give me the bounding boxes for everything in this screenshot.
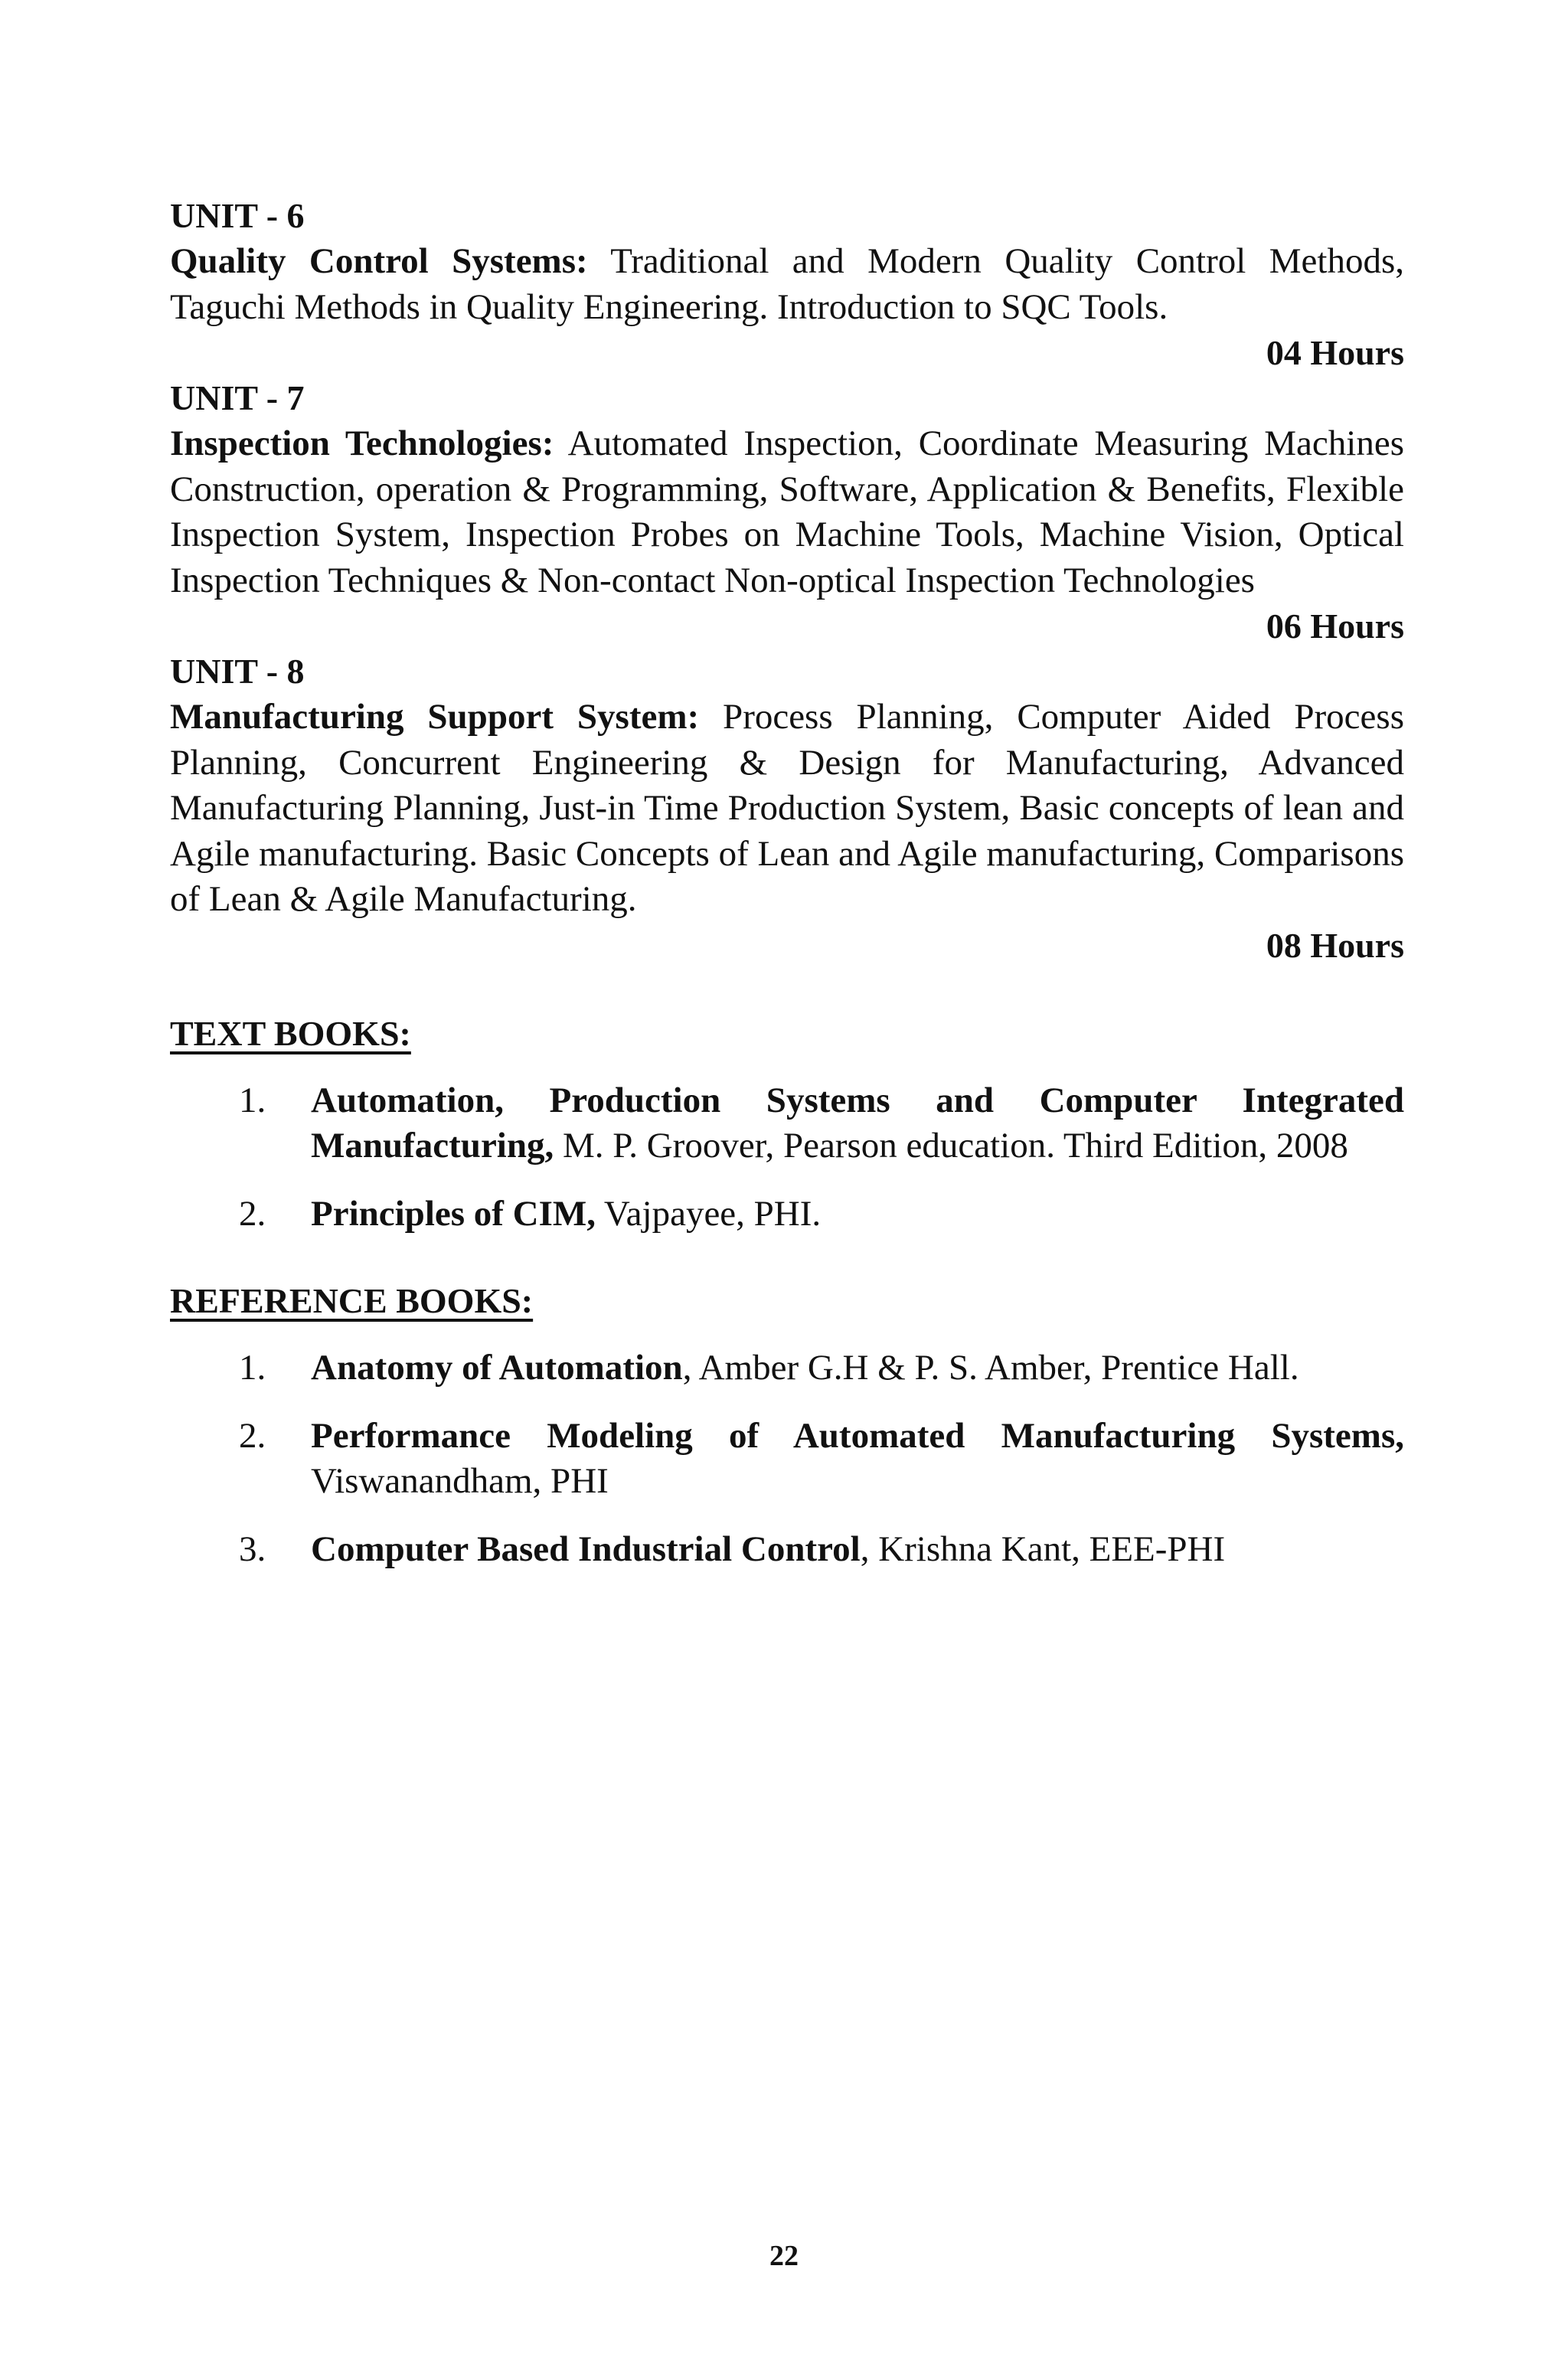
book-number: 2. bbox=[239, 1193, 266, 1234]
page-number: 22 bbox=[769, 2240, 799, 2272]
book-details: , Amber G.H & P. S. Amber, Prentice Hall. bbox=[682, 1347, 1299, 1388]
unit-topic-title: Inspection Technologies: bbox=[170, 423, 554, 463]
book-item bbox=[170, 1345, 1404, 1391]
unit-topic-body: Traditional and Modern Quality Control Methods, Taguchi Methods in Quality Engineering. Introduction to SQC Tools. bbox=[170, 241, 1404, 327]
unit-description bbox=[170, 421, 1404, 603]
book-title: Performance Modeling of Automated Manufacturing Systems, bbox=[311, 1415, 1404, 1456]
unit-6-section bbox=[170, 193, 1404, 375]
text-books-list bbox=[170, 1078, 1404, 1237]
book-title: Principles of CIM, bbox=[311, 1193, 596, 1234]
unit-topic-title: Quality Control Systems: bbox=[170, 241, 588, 281]
unit-hours: 06 Hours bbox=[1266, 606, 1404, 646]
unit-heading: UNIT - 7 bbox=[170, 378, 305, 417]
book-number: 1. bbox=[239, 1347, 266, 1388]
unit-hours: 08 Hours bbox=[1266, 925, 1404, 965]
book-details: Viswanandham, PHI bbox=[311, 1460, 609, 1501]
text-books-heading: TEXT BOOKS: bbox=[170, 1013, 411, 1053]
unit-heading: UNIT - 6 bbox=[170, 196, 305, 235]
book-item bbox=[170, 1078, 1404, 1169]
book-item bbox=[170, 1414, 1404, 1504]
unit-description bbox=[170, 695, 1404, 923]
document-page bbox=[170, 193, 1404, 1572]
book-number: 1. bbox=[239, 1080, 266, 1120]
book-details: Vajpayee, PHI. bbox=[596, 1193, 822, 1234]
book-details: M. P. Groover, Pearson education. Third Edition, 2008 bbox=[554, 1125, 1348, 1166]
unit-topic-title: Manufacturing Support System: bbox=[170, 697, 700, 737]
book-title: Computer Based Industrial Control bbox=[311, 1528, 861, 1569]
book-number: 3. bbox=[239, 1528, 266, 1569]
book-item bbox=[170, 1192, 1404, 1237]
text-books-section bbox=[170, 1011, 1404, 1237]
unit-7-section bbox=[170, 375, 1404, 649]
book-number: 2. bbox=[239, 1415, 266, 1456]
reference-books-section bbox=[170, 1278, 1404, 1572]
book-title: Anatomy of Automation bbox=[311, 1347, 683, 1388]
book-item bbox=[170, 1527, 1404, 1572]
reference-books-heading: REFERENCE BOOKS: bbox=[170, 1280, 534, 1320]
book-details: , Krishna Kant, EEE-PHI bbox=[860, 1528, 1226, 1569]
unit-topic-body: Process Planning, Computer Aided Process Planning, Concurrent Engineering & Design for Manufacturing, Advanced Manufacturing Planning, Just-in Time Production System, Basic concepts of lean and Agile manufacturing. Basic Concepts of Lean and Agile manufacturing, Comparisons of Lean & Agile Manufacturing. bbox=[170, 697, 1404, 919]
unit-description bbox=[170, 239, 1404, 330]
unit-heading: UNIT - 8 bbox=[170, 652, 305, 691]
unit-8-section bbox=[170, 649, 1404, 968]
unit-hours: 04 Hours bbox=[1266, 333, 1404, 372]
reference-books-list bbox=[170, 1345, 1404, 1572]
book-title: Automation, Production Systems and Computer Integrated Manufacturing, bbox=[311, 1080, 1404, 1166]
unit-topic-body: Automated Inspection, Coordinate Measuring Machines Construction, operation & Programming, Software, Application & Benefits, Flexible Inspection System, Inspection Probes on Machine Tools, Machine Vision, Optical Inspection Techniques & Non-contact Non-optical Inspection Technologies bbox=[170, 423, 1404, 600]
